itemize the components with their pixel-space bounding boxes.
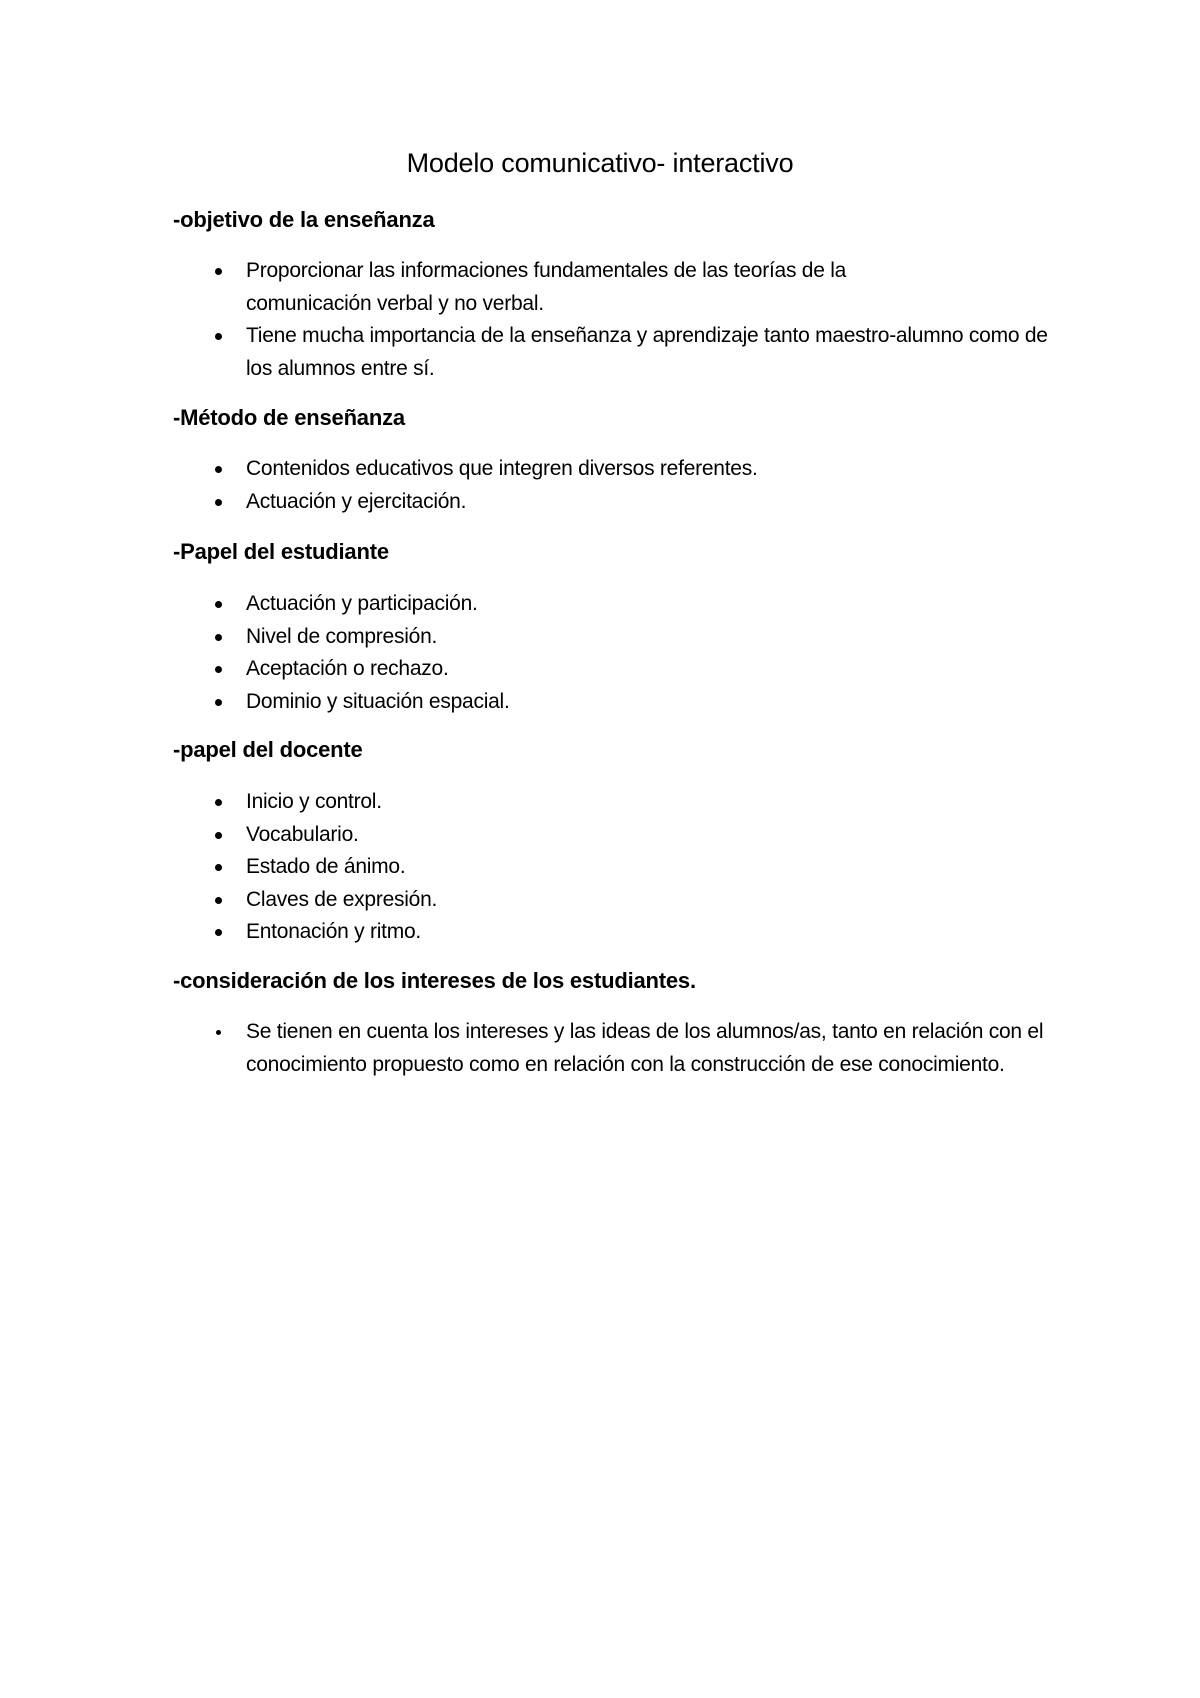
list-item-text: Nivel de compresión. <box>246 624 438 648</box>
bullet-list-objetivo <box>173 255 1048 385</box>
section-heading-papel-estudiante: -Papel del estudiante <box>173 539 389 564</box>
list-item-text: Claves de expresión. <box>246 887 438 911</box>
list-item-text: Tiene mucha importancia de la enseñanza y aprendizaje tanto maestro-alumno como de los alumnos entre sí. <box>246 324 1048 380</box>
list-item <box>173 486 1033 519</box>
list-item-text: Contenidos educativos que integren diversos referentes. <box>246 457 758 480</box>
list-item-text: Estado de ánimo. <box>246 855 406 878</box>
bullet-icon <box>215 897 222 904</box>
bullet-icon <box>215 601 222 608</box>
bullet-icon <box>215 832 222 839</box>
list-item-text: Inicio y control. <box>246 790 382 813</box>
bullet-list-consideracion <box>173 1016 1044 1081</box>
section-heading-objetivo: -objetivo de la enseñanza <box>173 207 435 232</box>
list-item-text: Actuación y participación. <box>246 592 478 615</box>
bullet-icon <box>215 799 222 806</box>
list-item-text: Se tienen en cuenta los intereses y las ideas de los alumnos/as, tanto en relación con el conocimiento propuesto como en relación con la construcción de ese conocimiento. <box>246 1020 1044 1076</box>
document-title: Modelo comunicativo- interactivo <box>406 148 794 178</box>
bullet-icon <box>215 864 222 871</box>
bullet-icon <box>215 499 222 506</box>
list-item <box>173 819 1033 852</box>
list-item <box>173 884 1033 917</box>
list-item-text: Actuación y ejercitación. <box>246 489 467 513</box>
list-item <box>173 255 946 320</box>
bullet-icon <box>215 699 222 706</box>
list-item <box>173 588 1033 621</box>
section-heading-metodo: -Método de enseñanza <box>173 405 405 430</box>
list-item-text: Aceptación o rechazo. <box>246 657 449 680</box>
list-item-text: Proporcionar las informaciones fundamentales de las teorías de la comunicación verbal y no verbal. <box>246 259 847 315</box>
section-heading-papel-docente: -papel del docente <box>173 737 363 762</box>
bullet-list-metodo <box>173 453 1033 518</box>
list-item <box>173 621 1033 654</box>
bullet-icon <box>215 929 222 936</box>
bullet-icon <box>215 268 222 275</box>
list-item-text: Entonación y ritmo. <box>246 920 422 943</box>
list-item <box>173 851 1033 884</box>
list-item-text: Dominio y situación espacial. <box>246 689 510 713</box>
list-item-text: Vocabulario. <box>246 822 359 846</box>
bullet-icon <box>215 666 222 673</box>
list-item <box>173 916 1033 949</box>
bullet-list-papel-docente <box>173 786 1033 949</box>
list-item <box>173 453 1033 486</box>
list-item <box>173 686 1033 719</box>
list-item <box>173 653 1033 686</box>
section-heading-consideracion: -consideración de los intereses de los estudiantes. <box>173 968 696 993</box>
list-item <box>173 320 1066 385</box>
bullet-icon <box>215 466 222 473</box>
list-item <box>173 786 1033 819</box>
list-item <box>173 1016 1046 1081</box>
bullet-list-papel-estudiante <box>173 588 1033 718</box>
bullet-icon <box>215 634 222 641</box>
bullet-icon <box>215 333 222 340</box>
bullet-icon <box>216 1030 221 1035</box>
